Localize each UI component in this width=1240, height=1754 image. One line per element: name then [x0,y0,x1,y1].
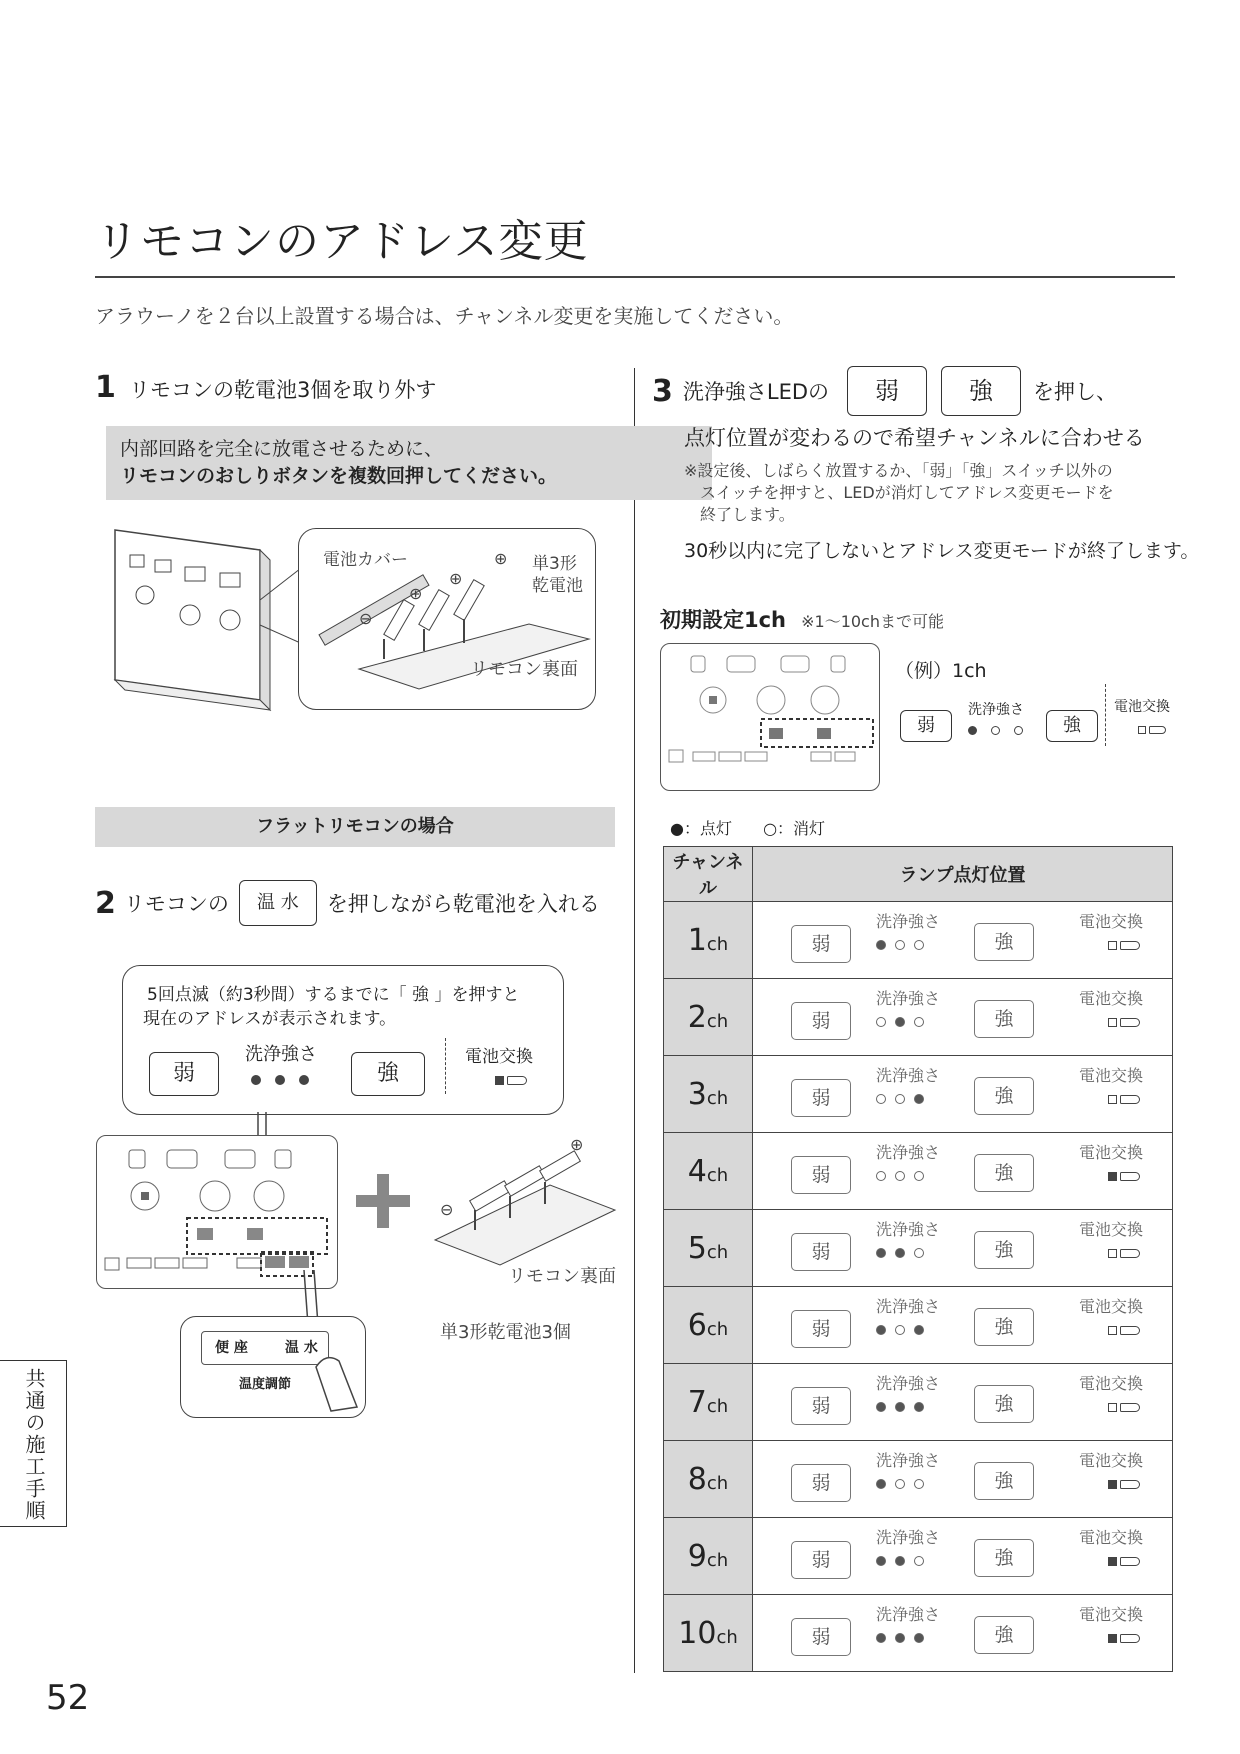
channel-unit: ch [706,1395,729,1417]
battery-led [1108,1557,1117,1566]
led-dot [876,1017,886,1027]
led-dot [914,1479,924,1489]
channel-cell [664,1287,753,1364]
weak-led-button[interactable]: 弱 [847,366,927,416]
weak-button: 弱 [791,1002,851,1040]
lamp-cell [753,1210,1173,1287]
weak-button: 弱 [791,1541,851,1579]
table-row [664,1133,1173,1210]
weak-button: 弱 [149,1052,219,1096]
led-dot [876,1479,886,1489]
page-number: 52 [46,1678,90,1718]
channel-cell [664,1441,753,1518]
battery-led [1108,1018,1117,1027]
svg-text:⊕: ⊕ [494,549,508,568]
channel-table [663,846,1173,1672]
step1-heading [95,370,436,405]
led-dot [914,1633,924,1643]
battery-change-label: 電池交換 [1079,1451,1144,1470]
step3-line2: 点灯位置が変わるので希望チャンネルに合わせる [684,426,1145,450]
wash-strength-label: 洗浄強さ [876,912,941,931]
svg-text:⊕: ⊕ [449,569,463,588]
label-three-batteries: 単3形乾電池3個 [440,1322,571,1343]
battery-indicator [1108,1628,1140,1647]
weak-button: 弱 [791,925,851,963]
example-weak-button: 弱 [900,710,952,742]
battery-indicator [1108,1089,1140,1108]
wash-strength-dots [876,1474,933,1493]
strong-button: 強 [974,1462,1034,1500]
battery-icon [1120,941,1140,950]
channel-number: 1 [687,922,707,958]
step3-note2: スイッチを押すと、LEDが消灯してアドレス変更モードを [700,483,1114,502]
wash-strength-dots [876,1397,933,1416]
lamp-cell [753,1441,1173,1518]
strong-button: 強 [974,1077,1034,1115]
battery-change-label: 電池交換 [1079,1066,1144,1085]
battery-icon [1120,1326,1140,1335]
wash-strength-dots [876,1320,933,1339]
step3-number: 3 [652,373,673,409]
led-dot [895,940,905,950]
battery-icon [1120,1018,1140,1027]
battery-icon [1120,1634,1140,1643]
battery-led [1108,1403,1117,1412]
wash-strength-dots [876,1551,933,1570]
wash-strength-label: 洗浄強さ [876,1220,941,1239]
strong-button: 強 [974,923,1034,961]
channel-unit: ch [706,1087,729,1109]
legend-on: ●：点灯 [670,819,732,838]
table-row [664,979,1173,1056]
svg-text:⊕: ⊕ [570,1135,584,1154]
channel-cell [664,1364,753,1441]
weak-button: 弱 [791,1387,851,1425]
led-dot [914,1248,924,1258]
dashed-divider [445,1038,446,1094]
led-dot [275,1075,285,1085]
battery-indicator [1108,1397,1140,1416]
battery-led [1108,1172,1117,1181]
battery-indicator [1108,1474,1140,1493]
weak-button: 弱 [791,1156,851,1194]
strong-button: 強 [974,1308,1034,1346]
channel-cell [664,1056,753,1133]
battery-led [1108,1326,1117,1335]
flat-remote-drawing [96,1135,338,1289]
step2-callout [122,965,564,1115]
battery-icon [1120,1480,1140,1489]
led-dot [251,1075,261,1085]
lamp-cell [753,1595,1173,1672]
led-dot [876,1556,886,1566]
channel-unit: ch [706,933,729,955]
led-dot [895,1633,905,1643]
weak-button: 弱 [791,1233,851,1271]
example-battery-indicator [1138,719,1166,738]
wash-strength-label: 洗浄強さ [876,1066,941,1085]
finger-icon [311,1347,361,1413]
lamp-cell [753,1056,1173,1133]
led-dot [895,1094,905,1104]
battery-indicator [1108,1551,1140,1570]
strong-button: 強 [974,1154,1034,1192]
battery-change-label: 電池交換 [465,1047,533,1067]
legend-off: ○：消灯 [763,819,826,838]
table-row [664,1287,1173,1364]
battery-indicator [1108,1012,1140,1031]
battery-icon [1120,1172,1140,1181]
led-dot [895,1479,905,1489]
table-row [664,1441,1173,1518]
lamp-cell [753,1287,1173,1364]
table-row [664,1595,1173,1672]
led-dot [876,940,886,950]
button-zoom-bubble [180,1316,366,1418]
channel-cell [664,979,753,1056]
strong-button: 強 [974,1616,1034,1654]
led-dot [895,1325,905,1335]
led-dot [299,1075,309,1085]
callout-line1: 5回点滅（約3秒間）するまでに「 強 」を押すと [147,985,520,1005]
channel-number: 6 [687,1307,707,1343]
battery-indicator [1108,935,1140,954]
led-dot [914,1017,924,1027]
step2-text-pre: リモコンの [123,892,229,916]
channel-number: 2 [687,999,707,1035]
led-dot [1014,726,1023,735]
strong-button: 強 [974,1000,1034,1038]
step1-note-line2: リモコンのおしりボタンを複数回押してください。 [120,465,558,487]
flat-remote-buttons [97,1136,337,1288]
example-label: （例）1ch [895,660,987,682]
battery-icon [1120,1557,1140,1566]
page-title: リモコンのアドレス変更 [95,216,589,267]
battery-change-label: 電池交換 [1079,989,1144,1008]
wash-strength-label: 洗浄強さ [245,1044,317,1065]
label-battery-cover: 電池カバー [323,550,408,570]
column-divider [634,368,635,1673]
step3-note3: 終了します。 [700,505,795,524]
battery-insert-drawing [430,1130,620,1270]
channel-number: 8 [687,1461,707,1497]
flat-remote-header: フラットリモコンの場合 [95,807,615,847]
battery-indicator [495,1070,527,1089]
channel-cell [664,1210,753,1287]
weak-button: 弱 [791,1618,851,1656]
weak-button: 弱 [791,1464,851,1502]
step3-heading [652,366,1117,416]
table-row [664,902,1173,979]
side-tab-text: 共通の施工手順 [22,1368,46,1522]
step3-text-pre: 洗浄強さLEDの [682,380,830,404]
strong-button: 強 [974,1385,1034,1423]
wash-strength-dots [251,1070,309,1089]
svg-text:⊖: ⊖ [359,609,373,628]
step2-heading [95,880,600,926]
battery-led [1108,1634,1117,1643]
battery-icon [507,1076,527,1085]
channel-unit: ch [706,1472,729,1494]
label-aa-battery: 単3形 乾電池 [532,554,583,596]
battery-change-label: 電池交換 [1079,1297,1144,1316]
battery-led [1108,1095,1117,1104]
channel-number: 10 [678,1615,717,1651]
led-dot [876,1248,886,1258]
led-dot [876,1171,886,1181]
channel-unit: ch [706,1010,729,1032]
plus-vertical [377,1174,389,1228]
channel-cell [664,902,753,979]
label-remote-back-2: リモコン裏面 [508,1266,616,1287]
example-dashed-divider [1105,684,1106,746]
weak-button: 弱 [791,1079,851,1117]
channel-cell [664,1133,753,1210]
example-wash-label: 洗浄強さ [968,702,1024,718]
battery-indicator [1108,1166,1140,1185]
table-row [664,1364,1173,1441]
title-rule [95,276,1175,278]
channel-unit: ch [706,1241,729,1263]
wash-strength-label: 洗浄強さ [876,989,941,1008]
channel-number: 5 [687,1230,707,1266]
battery-icon [1120,1095,1140,1104]
step1-number: 1 [95,370,116,405]
channel-unit: ch [716,1626,738,1648]
channel-number: 4 [687,1153,707,1189]
led-dot [895,1402,905,1412]
step1-note [106,426,712,500]
battery-led [1138,726,1146,734]
example-battery-label: 電池交換 [1114,699,1170,715]
legend [670,816,825,839]
led-dot [895,1171,905,1181]
battery-led [1108,1480,1117,1489]
wash-strength-label: 洗浄強さ [876,1528,941,1547]
channel-unit: ch [706,1164,729,1186]
wash-strength-label: 洗浄強さ [876,1297,941,1316]
wash-strength-label: 洗浄強さ [876,1374,941,1393]
led-dot [895,1556,905,1566]
initial-setting [660,604,944,634]
led-dot [991,726,1000,735]
wash-strength-dots [876,1089,933,1108]
wash-strength-label: 洗浄強さ [876,1143,941,1162]
strong-button: 強 [974,1231,1034,1269]
example-wash-dots [968,720,1023,739]
channel-table-body [664,902,1173,1672]
led-dot [968,726,977,735]
battery-icon [1149,726,1166,734]
temp-control-label: 温度調節 [239,1377,292,1392]
lamp-cell [753,1518,1173,1595]
battery-change-label: 電池交換 [1079,1220,1144,1239]
step3-text-post: を押し、 [1033,380,1118,404]
strong-button: 強 [351,1052,425,1096]
channel-cell [664,1518,753,1595]
example-strong-button: 強 [1046,710,1098,742]
battery-change-label: 電池交換 [1079,1374,1144,1393]
battery-icon [1120,1249,1140,1258]
led-dot [895,1248,905,1258]
led-dot [914,1556,924,1566]
battery-led [1108,1249,1117,1258]
channel-cell [664,1595,753,1672]
channel-number: 7 [687,1384,707,1420]
example-remote-buttons [661,644,879,790]
step3-note [684,460,1114,526]
led-dot [914,1402,924,1412]
step2-number: 2 [95,885,116,921]
svg-text:⊕: ⊕ [409,584,423,603]
led-dot [914,1325,924,1335]
example-remote-drawing [660,643,880,791]
lamp-cell [753,1364,1173,1441]
battery-led [495,1076,504,1085]
wash-strength-dots [876,1628,933,1647]
wash-strength-label: 洗浄強さ [876,1451,941,1470]
svg-text:⊖: ⊖ [440,1200,454,1219]
battery-change-label: 電池交換 [1079,1605,1144,1624]
led-dot [876,1633,886,1643]
step1-note-line1: 内部回路を完全に放電させるために、 [120,438,444,460]
battery-indicator [1108,1320,1140,1339]
step3-note1: ※設定後、しばらく放置するか、「弱」「強」スイッチ以外の [684,461,1113,480]
led-dot [876,1325,886,1335]
channel-number: 9 [687,1538,707,1574]
wash-strength-dots [876,935,933,954]
channel-unit: ch [706,1549,729,1571]
col-lamp: ランプ点灯位置 [753,847,1173,902]
step2-text-post: を押しながら乾電池を入れる [326,892,600,916]
battery-icon [1120,1403,1140,1412]
initial-setting-label: 初期設定1ch [660,608,787,632]
table-row [664,1210,1173,1287]
weak-button: 弱 [791,1310,851,1348]
lamp-cell [753,979,1173,1056]
initial-setting-note: ※1〜10chまで可能 [801,612,944,631]
wash-strength-dots [876,1166,933,1185]
col-channel: チャンネル [664,847,753,902]
seat-button-label: 便 座 [215,1340,248,1356]
led-dot [895,1017,905,1027]
wash-strength-dots [876,1243,933,1262]
channel-unit: ch [706,1318,729,1340]
step3-line3: 30秒以内に完了しないとアドレス変更モードが終了します。 [684,540,1200,562]
battery-change-label: 電池交換 [1079,912,1144,931]
lamp-cell [753,902,1173,979]
table-row [664,1056,1173,1133]
channel-number: 3 [687,1076,707,1112]
table-row [664,1518,1173,1595]
callout-line2: 現在のアドレスが表示されます。 [143,1009,397,1029]
label-remote-back: リモコン裏面 [470,659,578,680]
wash-strength-label: 洗浄強さ [876,1605,941,1624]
water-button-label: 温 水 [285,1340,318,1356]
led-dot [914,1171,924,1181]
wash-strength-dots [876,1012,933,1031]
led-dot [876,1094,886,1104]
strong-button: 強 [974,1539,1034,1577]
led-dot [914,940,924,950]
battery-change-label: 電池交換 [1079,1143,1144,1162]
strong-led-button[interactable]: 強 [941,366,1021,416]
battery-indicator [1108,1243,1140,1262]
led-dot [914,1094,924,1104]
led-dot [876,1402,886,1412]
battery-led [1108,941,1117,950]
step1-text: リモコンの乾電池3個を取り外す [128,378,437,402]
battery-change-label: 電池交換 [1079,1528,1144,1547]
warm-water-button[interactable]: 温 水 [239,880,317,926]
intro-text: アラウーノを２台以上設置する場合は、チャンネル変更を実施してください。 [95,304,794,328]
lamp-cell [753,1133,1173,1210]
